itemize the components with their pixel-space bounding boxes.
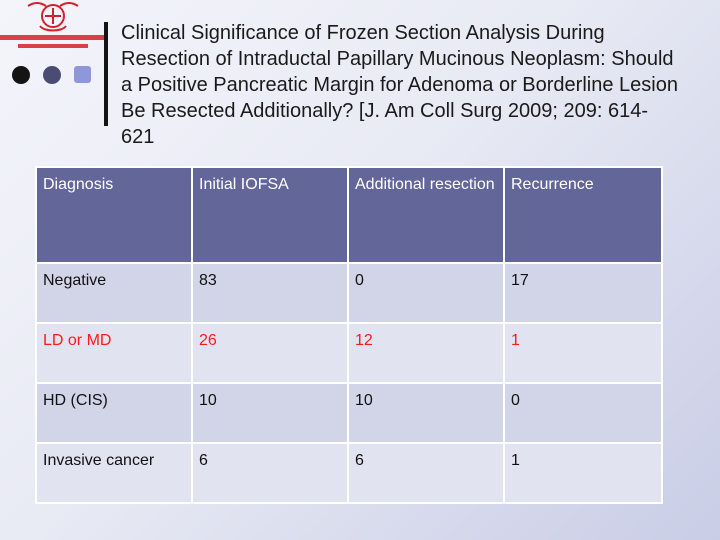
cell-diagnosis: LD or MD <box>37 324 191 382</box>
black-dot-icon <box>12 66 30 84</box>
hospital-logo-icon <box>0 0 106 58</box>
cell-additional-resection: 0 <box>349 264 503 322</box>
results-table <box>35 166 663 504</box>
header-additional-resection: Additional resection <box>349 168 503 262</box>
slide-title: Clinical Significance of Frozen Section Analysis During Resection of Intraductal Papillary Mucinous Neoplasm: Should a Positive Pancreatic Margin for Adenoma or Borderline Lesion Be Resected Additionally? [J. Am Coll Surg 2009; 209: 614-621 <box>121 22 678 148</box>
cell-recurrence: 17 <box>505 264 661 322</box>
header-initial-iofsa: Initial IOFSA <box>193 168 347 262</box>
cell-diagnosis: HD (CIS) <box>37 384 191 442</box>
table-row <box>37 384 661 442</box>
cell-initial-iofsa: 10 <box>193 384 347 442</box>
cell-initial-iofsa: 83 <box>193 264 347 322</box>
cell-diagnosis: Invasive cancer <box>37 444 191 502</box>
decorative-bullets <box>12 66 96 84</box>
cell-additional-resection: 10 <box>349 384 503 442</box>
table-row <box>37 264 661 322</box>
cell-initial-iofsa: 26 <box>193 324 347 382</box>
cell-recurrence: 1 <box>505 444 661 502</box>
header-recurrence: Recurrence <box>505 168 661 262</box>
title-divider <box>104 22 108 126</box>
cell-diagnosis: Negative <box>37 264 191 322</box>
cell-recurrence: 1 <box>505 324 661 382</box>
navy-dot-icon <box>43 66 61 84</box>
cell-initial-iofsa: 6 <box>193 444 347 502</box>
cell-additional-resection: 6 <box>349 444 503 502</box>
header-diagnosis: Diagnosis <box>37 168 191 262</box>
blue-square-icon <box>74 66 91 83</box>
table-header-row <box>37 168 661 262</box>
cell-recurrence: 0 <box>505 384 661 442</box>
table-row-highlighted <box>37 324 661 382</box>
cell-additional-resection: 12 <box>349 324 503 382</box>
table-row <box>37 444 661 502</box>
